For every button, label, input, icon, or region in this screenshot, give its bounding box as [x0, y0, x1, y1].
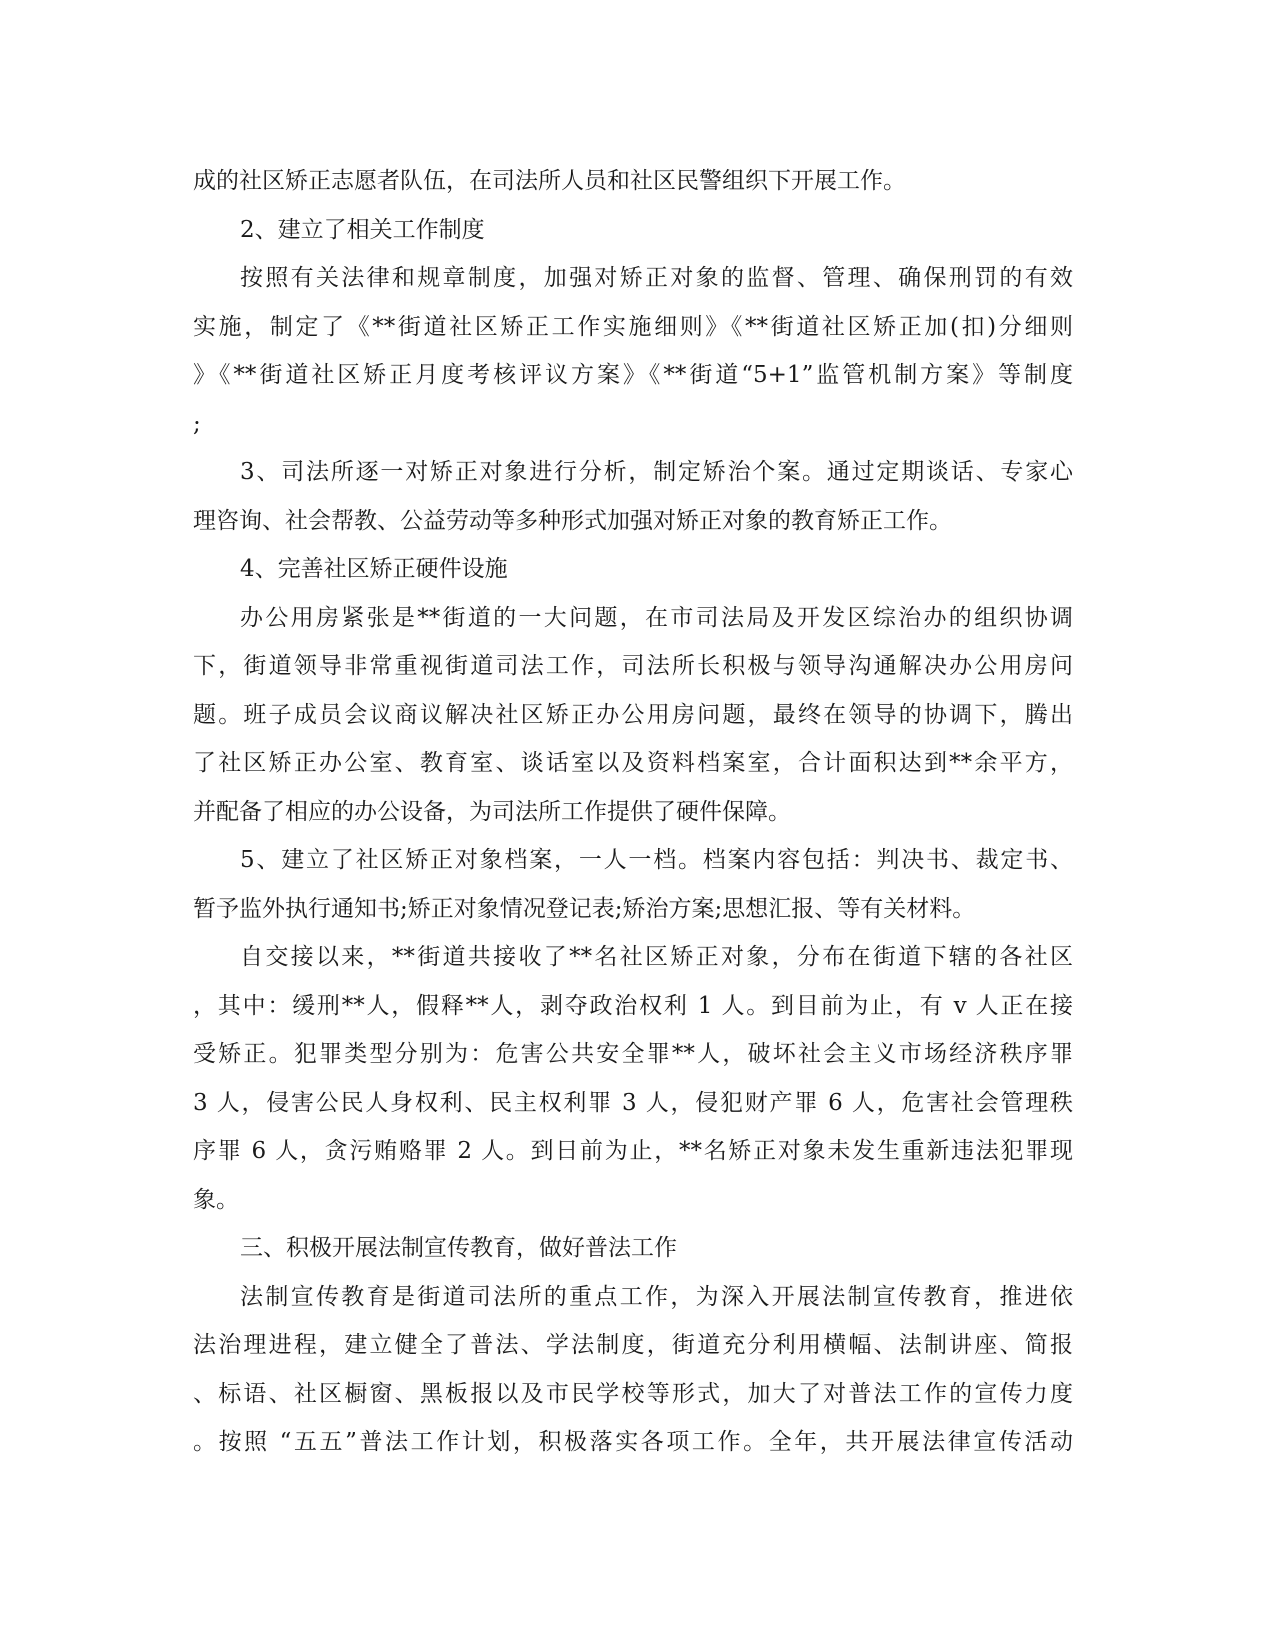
text-line: 3 人，侵害公民人身权利、民主权利罪 3 人，侵犯财产罪 6 人，危害社会管理秩	[193, 1089, 1073, 1116]
text-line: 法制宣传教育是街道司法所的重点工作，为深入开展法制宣传教育，推进依	[240, 1283, 1073, 1310]
text-line: ，其中：缓刑**人，假释**人，剥夺政治权利 1 人。到目前为止，有 v 人正在接	[193, 992, 1073, 1019]
text-line: 暂予监外执行通知书;矫正对象情况登记表;矫治方案;思想汇报、等有关材料。	[193, 895, 976, 922]
text-line: 实施，制定了《**街道社区矫正工作实施细则》《**街道社区矫正加(扣)分细则	[193, 313, 1073, 340]
text-line: 了社区矫正办公室、教育室、谈话室以及资料档案室，合计面积达到**余平方，	[193, 750, 1073, 776]
text-line: 下，街道领导非常重视街道司法工作，司法所长积极与领导沟通解决办公用房问	[193, 653, 1073, 679]
text-line: 象。	[193, 1186, 239, 1213]
text-line: 法治理进程，建立健全了普法、学法制度，街道充分利用横幅、法制讲座、简报	[193, 1332, 1073, 1358]
text-line: 2、建立了相关工作制度	[240, 216, 485, 243]
text-line: 三、积极开展法制宣传教育，做好普法工作	[240, 1235, 677, 1261]
text-line: 。按照 “五五”普法工作计划，积极落实各项工作。全年，共开展法律宣传活动	[193, 1429, 1073, 1455]
text-line: 自交接以来，**街道共接收了**名社区矫正对象，分布在街道下辖的各社区	[240, 944, 1073, 970]
text-line: 4、完善社区矫正硬件设施	[240, 556, 508, 582]
text-line: 》《**街道社区矫正月度考核评议方案》《**街道“5+1”监管机制方案》等制度	[193, 362, 1073, 388]
text-line: 理咨询、社会帮教、公益劳动等多种形式加强对矫正对象的教育矫正工作。	[193, 507, 952, 534]
text-line: 题。班子成员会议商议解决社区矫正办公用房问题，最终在领导的协调下，腾出	[193, 701, 1073, 728]
text-line: 3、司法所逐一对矫正对象进行分析，制定矫治个案。通过定期谈话、专家心	[240, 459, 1073, 485]
text-line: 成的社区矫正志愿者队伍，在司法所人员和社区民警组织下开展工作。	[193, 168, 906, 194]
text-line: 并配备了相应的办公设备，为司法所工作提供了硬件保障。	[193, 798, 791, 825]
text-line: ;	[193, 410, 201, 437]
text-line: 序罪 6 人，贪污贿赂罪 2 人。到日前为止，**名矫正对象未发生重新违法犯罪现	[193, 1138, 1073, 1164]
text-line: 办公用房紧张是**街道的一大问题，在市司法局及开发区综治办的组织协调	[240, 604, 1073, 631]
text-line: 按照有关法律和规章制度，加强对矫正对象的监督、管理、确保刑罚的有效	[240, 265, 1073, 291]
text-line: 受矫正。犯罪类型分别为：危害公共安全罪**人，破坏社会主义市场经济秩序罪	[193, 1041, 1073, 1067]
text-line: 5、建立了社区矫正对象档案，一人一档。档案内容包括：判决书、裁定书、	[240, 847, 1073, 873]
text-line: 、标语、社区橱窗、黑板报以及市民学校等形式，加大了对普法工作的宣传力度	[193, 1380, 1073, 1407]
body-text	[193, 157, 1073, 1467]
